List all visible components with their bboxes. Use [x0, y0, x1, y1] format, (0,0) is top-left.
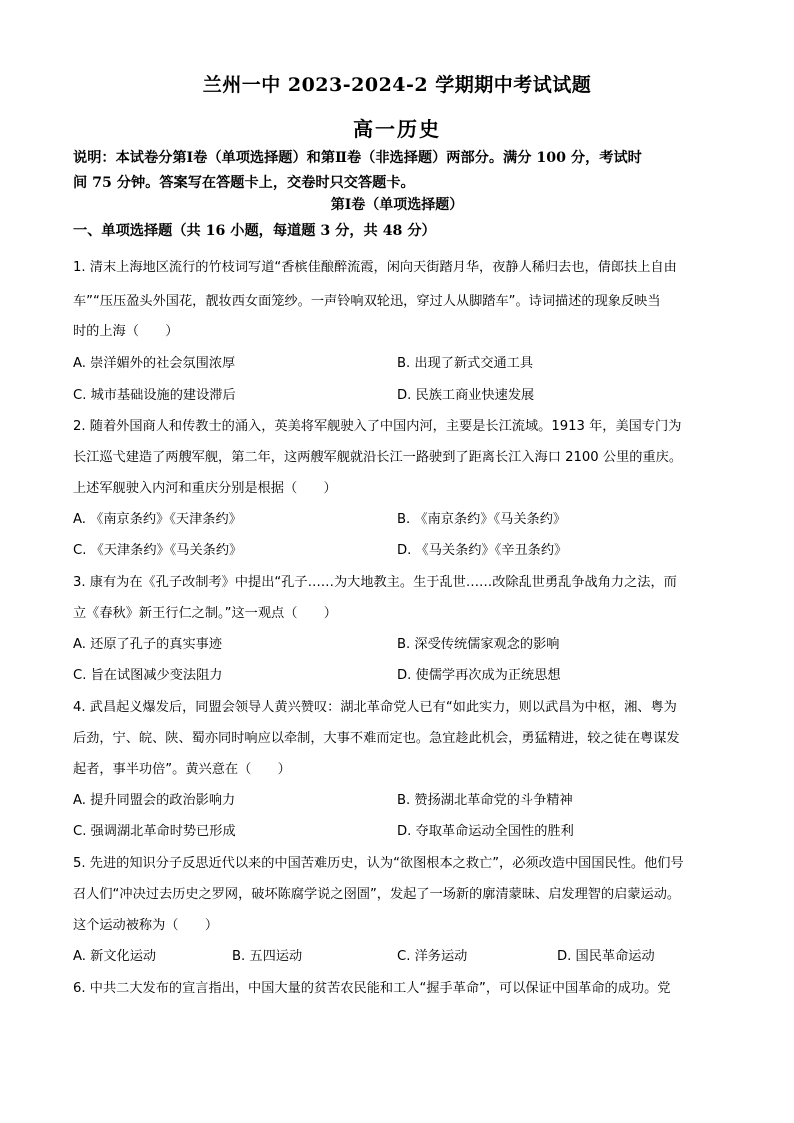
question-2-line: 2. 随着外国商人和传教士的涌入，英美将军舰驶入了中国内河，主要是长江流域。1913 年，美国专门为	[73, 419, 682, 434]
question-4-line: 后劲，宁、皖、陕、蜀亦同时响应以牵制，大事不难而定也。急宜趁此机会，勇猛精进，较之徒在粤谋发	[73, 731, 680, 746]
exam-subject: 高一历史	[353, 117, 441, 141]
question-2-option-b: B. 《南京条约》《马关条约》	[397, 512, 567, 527]
question-6-line: 6. 中共二大发布的宣言指出，中国大量的贫苦农民能和工人“握手革命”，可以保证中国革命的成功。党	[73, 981, 671, 996]
part-one-title: 第Ⅰ卷（单项选择题）	[330, 197, 464, 213]
question-5-option-a: A. 新文化运动	[73, 949, 157, 964]
question-3-option-d: D. 使儒学再次成为正统思想	[397, 668, 561, 683]
question-4-option-b: B. 赞扬湖北革命党的斗争精神	[397, 793, 573, 808]
question-5-line: 5. 先进的知识分子反思近代以来的中国苦难历史，认为“欲图根本之救亡”，必须改造中国国民性。他们号	[73, 856, 684, 871]
question-3-option-b: B. 深受传统儒家观念的影响	[397, 637, 560, 652]
question-2-option-c: C. 《天津条约》《马关条约》	[73, 543, 243, 558]
question-2-line: 上述军舰驶入内河和重庆分别是根据（ ）	[73, 481, 337, 496]
question-5-option-c: C. 洋务运动	[397, 949, 468, 964]
question-2-option-a: A. 《南京条约》《天津条约》	[73, 512, 242, 527]
question-5-option-d: D. 国民革命运动	[557, 949, 655, 964]
exam-instructions	[73, 146, 723, 196]
question-3-option-c: C. 旨在试图减少变法阻力	[73, 668, 223, 683]
question-4-line: 4. 武昌起义爆发后，同盟会领导人黄兴赞叹：湖北革命党人已有“如此实力，则以武昌为中枢，湘、粤为	[73, 700, 677, 715]
section-one-title: 一、单项选择题（共 16 小题，每道题 3 分，共 48 分）	[73, 223, 436, 239]
question-5-option-b: B. 五四运动	[232, 949, 303, 964]
question-3-line: 立《春秋》新王行仁之制。”这一观点（ ）	[73, 606, 337, 621]
question-2-line: 长江巡弋建造了两艘军舰，第二年，这两艘军舰就沿长江一路驶到了距离长江入海口 2100 公里的重庆。	[73, 450, 683, 465]
question-4-option-a: A. 提升同盟会的政治影响力	[73, 793, 236, 808]
question-4-line: 起者，事半功倍”。黄兴意在（ ）	[73, 762, 291, 777]
instructions-line: 说明：本试卷分第Ⅰ卷（单项选择题）和第Ⅱ卷（非选择题）两部分。满分 100 分，考试时	[73, 150, 642, 166]
question-1-option-a: A. 崇洋媚外的社会氛围浓厚	[73, 356, 236, 371]
question-4-option-d: D. 夺取革命运动全国性的胜利	[397, 824, 574, 839]
question-1-line: 1. 清末上海地区流行的竹枝词写道“香槟佳酿醉流霞，闲向天街踏月华，夜静人稀归去也，倩郎扶上自由	[73, 260, 677, 275]
question-1-option-c: C. 城市基础设施的建设滞后	[73, 388, 236, 403]
question-2-option-d: D. 《马关条约》《辛丑条约》	[397, 543, 568, 558]
question-3-line: 3. 康有为在《孔子改制考》中提出“孔子……为大地教主。生于乱世……改除乱世勇乱争战角力之法，而	[73, 575, 677, 590]
question-5-line: 这个运动被称为（ ）	[73, 918, 219, 933]
question-3-option-a: A. 还原了孔子的真实事迹	[73, 637, 223, 652]
question-1-line: 车”“压压盈头外国花，靓妆西女面笼纱。一声铃响双轮迅，穿过人从脚踏车”。诗词描述的现象反映当	[73, 294, 661, 309]
question-1-option-b: B. 出现了新式交通工具	[397, 356, 534, 371]
question-1-option-d: D. 民族工商业快速发展	[397, 388, 535, 403]
question-1-line: 时的上海（ ）	[73, 324, 179, 339]
question-4-option-c: C. 强调湖北革命时势已形成	[73, 824, 236, 839]
exam-title: 兰州一中 2023-2024-2 学期期中考试试题	[202, 74, 592, 96]
instructions-line: 间 75 分钟。答案写在答题卡上，交卷时只交答题卡。	[73, 175, 415, 191]
question-5-line: 召人们“冲决过去历史之罗网，破坏陈腐学说之囹圄”，发起了一场新的廓清蒙昧、启发理智的启蒙运动。	[73, 887, 681, 902]
